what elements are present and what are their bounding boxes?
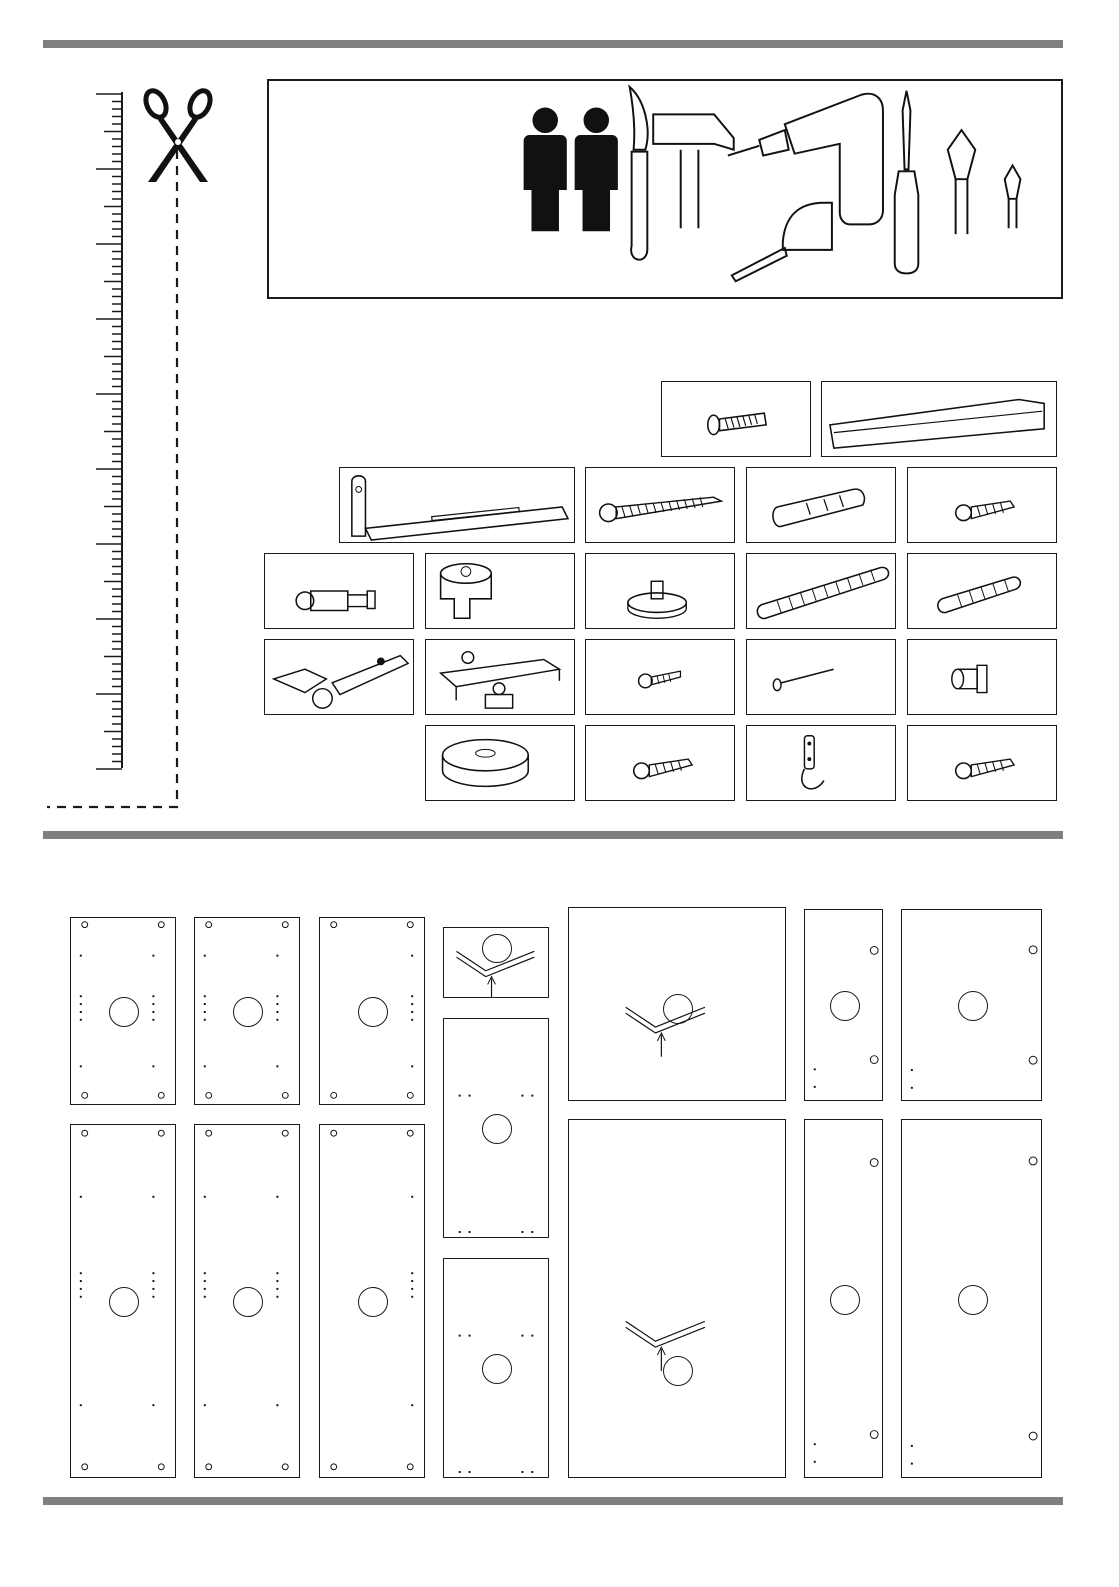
- nail-icon: [747, 640, 895, 714]
- angle-bracket-icon: [340, 468, 574, 542]
- handle-profile-icon: [822, 382, 1056, 456]
- panel-markings: [444, 1019, 548, 1237]
- board-panel: [319, 1124, 425, 1478]
- hardware-item: [339, 467, 575, 543]
- panel-markings: [569, 1120, 785, 1477]
- panel-markings: [902, 910, 1041, 1100]
- hardware-item: [907, 553, 1057, 629]
- panel-markings: [71, 1125, 175, 1477]
- mounting-plate-icon: [426, 640, 574, 714]
- board-panel: [804, 909, 883, 1101]
- connector-bolt-icon: [265, 554, 413, 628]
- panel-markings: [805, 910, 882, 1100]
- board-panel: [194, 917, 300, 1105]
- screw-icon: [586, 726, 734, 800]
- long-screw-icon: [586, 468, 734, 542]
- hardware-item: [661, 381, 811, 457]
- panel-markings: [71, 918, 175, 1104]
- board-panel: [901, 909, 1042, 1101]
- panel-markings: [805, 1120, 882, 1477]
- knife-icon: [630, 87, 648, 260]
- two-person-icon: [524, 108, 618, 232]
- screw-short-icon: [662, 382, 810, 456]
- hardware-item: [746, 725, 896, 801]
- panel-markings: [444, 1259, 548, 1477]
- panel-markings: [902, 1120, 1041, 1477]
- short-dowel-icon: [908, 554, 1056, 628]
- board-panel: [568, 1119, 786, 1478]
- cut-line: [45, 150, 185, 815]
- screw-icon: [908, 726, 1056, 800]
- screw-icon: [908, 468, 1056, 542]
- long-dowel-icon: [747, 554, 895, 628]
- hardware-item: [585, 725, 735, 801]
- hardware-item: [746, 467, 896, 543]
- board-panel: [568, 907, 786, 1101]
- hardware-item: [425, 639, 575, 715]
- phillips-bit-icon: [948, 130, 1021, 234]
- middle-divider: [43, 831, 1063, 839]
- panel-markings: [444, 928, 548, 997]
- board-panel: [804, 1119, 883, 1478]
- small-screw-icon: [586, 640, 734, 714]
- shelf-support-icon: [908, 640, 1056, 714]
- board-panel: [70, 1124, 176, 1478]
- wall-hook-icon: [747, 726, 895, 800]
- panel-markings: [320, 918, 424, 1104]
- hinge-icon: [265, 640, 413, 714]
- tape-measure-icon: [732, 203, 832, 282]
- panel-markings: [320, 1125, 424, 1477]
- board-panel: [319, 917, 425, 1105]
- wall-plug-icon: [747, 468, 895, 542]
- panel-markings: [569, 908, 785, 1100]
- hardware-item: [907, 467, 1057, 543]
- board-panel: [443, 1018, 549, 1238]
- hardware-item: [746, 639, 896, 715]
- hardware-item: [821, 381, 1057, 457]
- board-panel: [194, 1124, 300, 1478]
- cam-lock-icon: [426, 554, 574, 628]
- screwdriver-icon: [895, 91, 919, 274]
- board-panel: [443, 1258, 549, 1478]
- board-panel: [70, 917, 176, 1105]
- glide-icon: [586, 554, 734, 628]
- hardware-item: [425, 553, 575, 629]
- hardware-item: [425, 725, 575, 801]
- tools-illustration: [269, 81, 1061, 297]
- hardware-item: [585, 639, 735, 715]
- board-panel: [443, 927, 549, 998]
- hardware-item: [907, 639, 1057, 715]
- board-panel: [901, 1119, 1042, 1478]
- hardware-item: [746, 553, 896, 629]
- top-divider: [43, 40, 1063, 48]
- panel-markings: [195, 918, 299, 1104]
- hardware-item: [264, 553, 414, 629]
- tools-panel: [267, 79, 1063, 299]
- hardware-item: [907, 725, 1057, 801]
- hardware-item: [585, 467, 735, 543]
- hardware-item: [585, 553, 735, 629]
- hammer-icon: [653, 114, 734, 228]
- bottom-divider: [43, 1497, 1063, 1505]
- panel-markings: [195, 1125, 299, 1477]
- bumper-icon: [426, 726, 574, 800]
- hardware-item: [264, 639, 414, 715]
